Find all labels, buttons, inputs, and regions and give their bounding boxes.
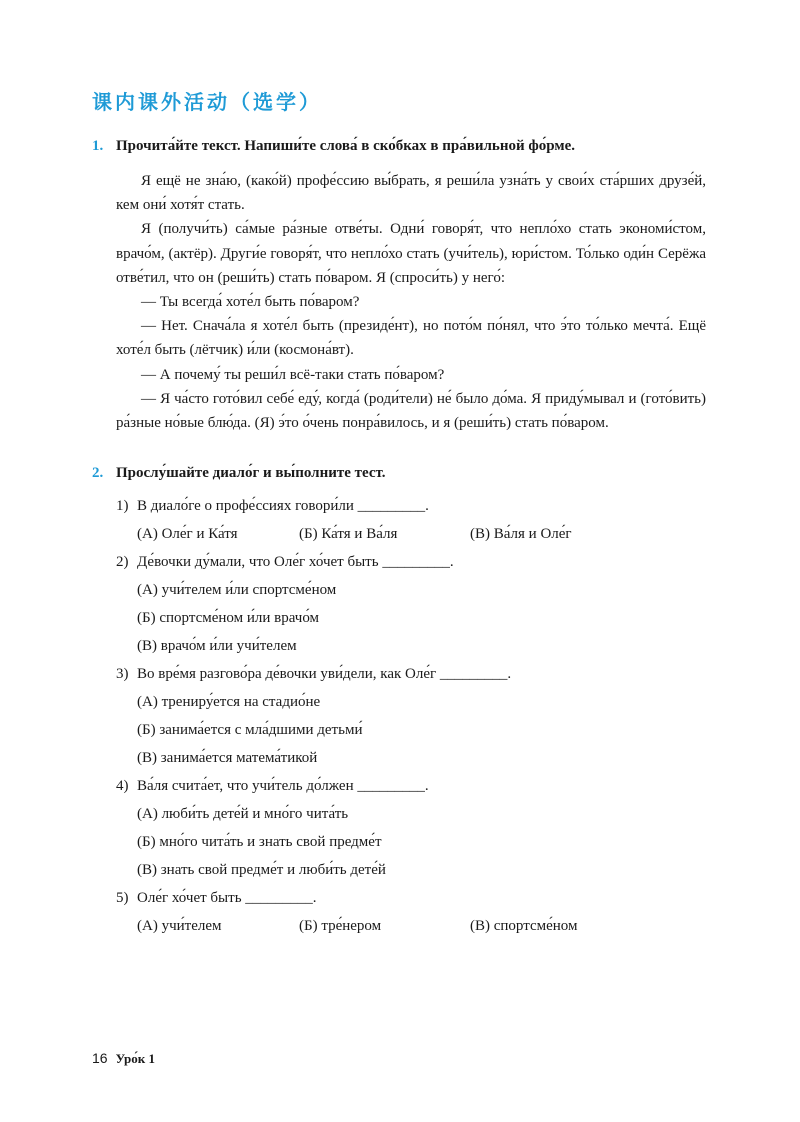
question-number: 1) <box>116 498 129 514</box>
task-2-instruction: Прослу́шайте диало́г и вы́полните тест. <box>116 465 386 481</box>
question-number: 2) <box>116 554 129 570</box>
question-stem <box>116 772 706 800</box>
task-1-number: 1. <box>92 138 104 154</box>
answer-options <box>116 800 706 884</box>
question-stem <box>116 492 706 520</box>
task-1-heading <box>92 138 706 155</box>
answer-option[interactable]: (В) врачо́м и́ли учи́телем <box>137 638 297 654</box>
paragraph: Я ещё не зна́ю, (како́й) профе́ссию вы́брать, я реши́ла узна́ть у свои́х ста́рших друзе́й, кем они́ хотя́т стать. <box>116 173 706 214</box>
reading-text <box>92 169 706 435</box>
dialogue-line: — Нет. Снача́ла я хоте́л быть (президе́нт), но пото́м по́нял, что э́то то́лько мечта́. Ещё хоте́л быть (лётчик) и́ли (космона́вт). <box>116 318 706 359</box>
paragraph: Я (получи́ть) са́мые ра́зные отве́ты. Одни́ говоря́т, что непло́хо стать экономи́стом, врачо́м, (актёр). Други́е говоря́т, что непло́хо стать (учи́тель), юри́стом. То́лько оди́н Серёжа отве́тил, что он (реши́ть) стать по́варом. Я (спроси́ть) у него́: <box>116 221 706 286</box>
answer-options <box>116 912 706 940</box>
answer-options <box>116 576 706 660</box>
answer-option[interactable]: (Б) Ка́тя и Ва́ля <box>299 526 398 542</box>
answer-option[interactable]: (Б) тре́нером <box>299 918 382 934</box>
task-1-instruction: Прочита́йте текст. Напиши́те слова́ в ско́бках в пра́вильной фо́рме. <box>116 138 575 154</box>
answer-option[interactable]: (Б) спортсме́ном и́ли врачо́м <box>137 610 320 626</box>
question-text: Ва́ля счита́ет, что учи́тель до́лжен _________. <box>137 778 429 794</box>
question-text: Де́вочки ду́мали, что Оле́г хо́чет быть _________. <box>137 554 454 570</box>
question-list <box>92 492 706 940</box>
answer-option[interactable]: (В) знать свой предме́т и люби́ть дете́й <box>137 862 386 878</box>
task-2 <box>92 465 706 940</box>
answer-option[interactable]: (А) Оле́г и Ка́тя <box>137 526 238 542</box>
lesson-label: Уро́к 1 <box>115 1051 156 1066</box>
question-stem <box>116 884 706 912</box>
question-text: В диало́ге о профе́ссиях говори́ли _________. <box>137 498 429 514</box>
question-5 <box>116 884 706 940</box>
dialogue-line: — Я ча́сто гото́вил себе́ еду́, когда́ (роди́тели) не́ было до́ма. Я приду́мывал и (гото́вить) ра́зные но́вые блю́да. (Я) э́то о́чень понра́вилось, и я (реши́ть) стать по́варом. <box>116 390 706 432</box>
question-stem <box>116 660 706 688</box>
page-footer <box>92 1050 155 1067</box>
answer-options <box>116 688 706 772</box>
answer-option[interactable]: (А) люби́ть дете́й и мно́го чита́ть <box>137 806 349 822</box>
question-stem <box>116 548 706 576</box>
question-text: Оле́г хо́чет быть _________. <box>137 890 317 906</box>
answer-option[interactable]: (В) занима́ется матема́тикой <box>137 750 318 766</box>
dialogue-line: — Ты всегда́ хоте́л быть по́варом? <box>141 294 360 311</box>
task-1 <box>92 138 706 435</box>
question-number: 3) <box>116 666 129 682</box>
answer-option[interactable]: (А) учи́телем <box>137 918 222 934</box>
question-number: 5) <box>116 890 129 906</box>
answer-option[interactable]: (В) спортсме́ном <box>470 918 578 934</box>
section-title: 课内课外活动（选学） <box>92 90 322 114</box>
dialogue-line: — А почему́ ты реши́л всё-таки стать по́варом? <box>141 366 445 383</box>
page-number: 16 <box>92 1050 108 1066</box>
question-4 <box>116 772 706 884</box>
question-number: 4) <box>116 778 129 794</box>
answer-option[interactable]: (Б) занима́ется с мла́дшими детьми́ <box>137 722 363 738</box>
answer-options <box>116 520 706 548</box>
task-2-heading <box>92 465 706 482</box>
answer-option[interactable]: (А) трениру́ется на стадио́не <box>137 694 321 710</box>
question-3 <box>116 660 706 772</box>
answer-option[interactable]: (Б) мно́го чита́ть и знать свой предме́т <box>137 834 382 850</box>
answer-option[interactable]: (А) учи́телем и́ли спортсме́ном <box>137 582 337 598</box>
question-text: Во вре́мя разгово́ра де́вочки уви́дели, как Оле́г _________. <box>137 666 512 682</box>
task-2-number: 2. <box>92 465 104 481</box>
question-1 <box>116 492 706 548</box>
answer-option[interactable]: (В) Ва́ля и Оле́г <box>470 526 572 542</box>
question-2 <box>116 548 706 660</box>
